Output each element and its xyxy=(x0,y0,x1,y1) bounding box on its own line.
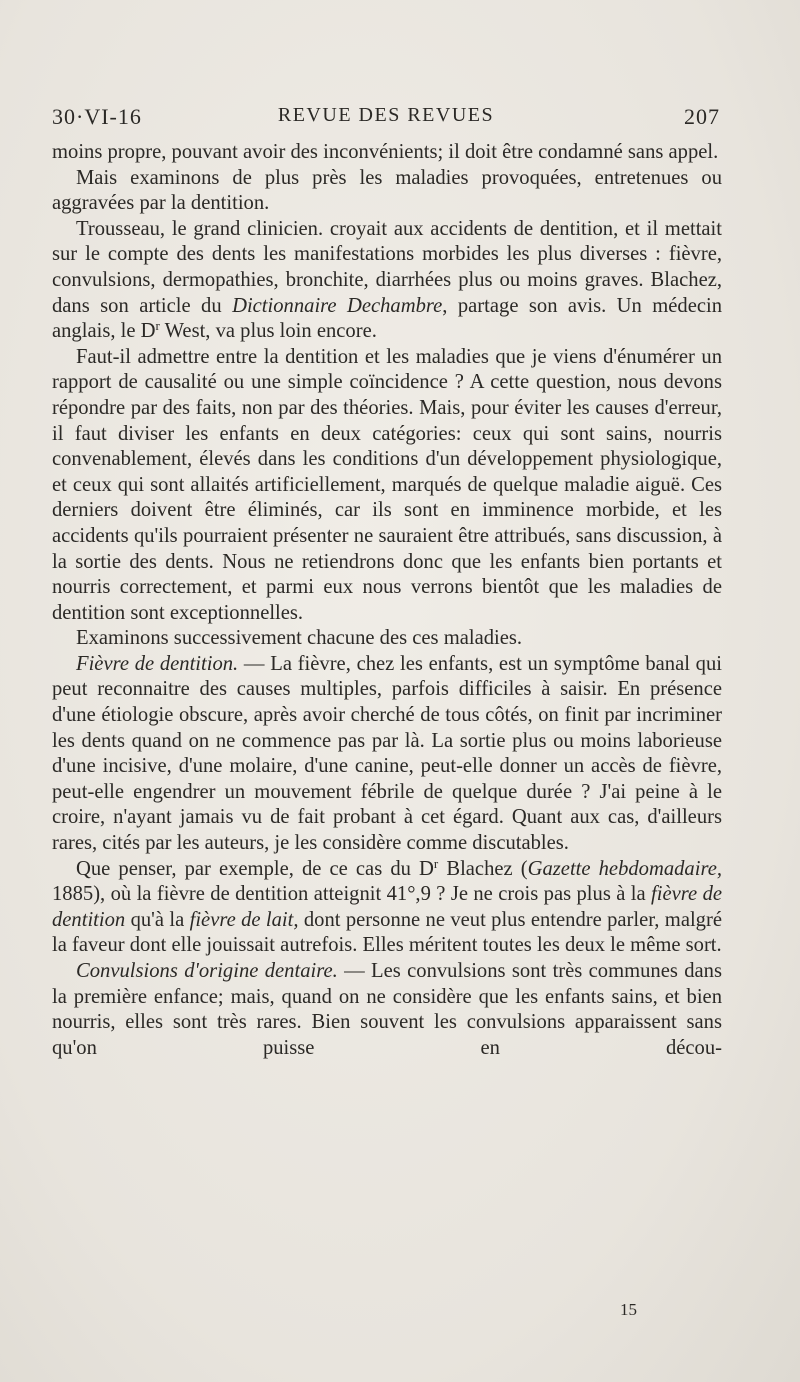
doctor-superscript: r xyxy=(155,318,160,334)
paragraph-7-text-a: Que penser, par exemple, de ce cas du D xyxy=(76,857,434,880)
section-heading-convulsions: Convulsions d'origine dentaire. xyxy=(76,960,338,982)
paragraph-6 xyxy=(52,652,722,857)
dictionnaire-title: Dictionnaire Dechambre xyxy=(232,294,443,317)
paragraph-7-text-e: dont personne ne veut plus entendre parler, malgré la faveur dont elle jouissait autrefois. Elles méritent toutes les deux le même sort. xyxy=(52,908,722,957)
paragraph-8-text: — Les convulsions sont très communes dans la première enfance; mais, quand on ne considère que les enfants sains, et bien nourris, elles sont très rares. Bien souvent les convulsions apparaissent sans qu'on puisse en décou- xyxy=(52,960,722,1059)
running-header xyxy=(52,104,720,134)
paragraph-6-text: — La fièvre, chez les enfants, est un symptôme banal qui peut reconnaitre des causes multiples, parfois difficiles à saisir. En présence d'une étiologie obscure, après avoir cherché de tous côtés, on finit par incriminer les dents quand on ne commence pas par là. La sortie plus ou moins laborieuse d'une incisive, d'une molaire, d'une canine, peut-elle donner un accès de fièvre, peut-elle engendrer un mouvement fébrile de quelque durée ? J'ai peine à le croire, n'ayant jamais vu de fait probant à cet égard. Quant aux cas, d'ailleurs rares, cités par les auteurs, je les considère comme discutables. xyxy=(52,652,722,855)
paragraph-8 xyxy=(52,959,722,1061)
article-body xyxy=(52,140,722,1061)
header-date: 30·VI-16 xyxy=(52,104,142,129)
paragraph-7-text-b: Blachez ( xyxy=(438,857,528,880)
paragraph-3-text-c: West, va plus loin encore. xyxy=(159,320,377,343)
paragraph-7-text-c: 1885), où la fièvre de dentition atteignit 41°,9 ? Je ne crois pas plus à la xyxy=(52,883,652,906)
paragraph-2: Mais examinons de plus près les maladies provoquées, entretenues ou aggravées par la dentition. xyxy=(52,166,722,215)
paragraph-3 xyxy=(52,217,722,345)
fievre-dentition-italic: fièvre de dentition xyxy=(52,883,723,931)
paragraph-5: Examinons successivement chacune des ces maladies. xyxy=(76,627,523,650)
paragraph-1: moins propre, pouvant avoir des inconvénients; il doit être condamné sans appel. xyxy=(52,141,719,163)
paragraph-7-text-d: qu'à la xyxy=(125,908,190,931)
paragraph-3-text-b: , partage son avis. Un médecin anglais, le D xyxy=(52,294,722,343)
paragraph-7 xyxy=(52,857,722,959)
fievre-lait-italic: fièvre de lait, xyxy=(189,908,299,931)
gazette-title: Gazette hebdomadaire, xyxy=(527,857,722,880)
section-heading-fievre: Fièvre de dentition. xyxy=(76,652,239,675)
header-title: REVUE DES REVUES xyxy=(277,104,495,126)
paragraph-4: Faut-il admettre entre la dentition et les maladies que je viens d'énumérer un rapport de causalité ou une simple coïncidence ? A cette question, nous devons répondre par des faits, non par des théories. Mais, pour éviter les causes d'erreur, il faut diviser les enfants en deux catégories: ceux qui sont sains, nourris convenablement, élevés dans les conditions d'un développement physiologique, et ceux qui sont allaités artificiellement, marqués de quelque maladie aiguë. Ces derniers doivent être éliminés, car ils sont en imminence morbide, et les accidents qu'ils pourraient présenter ne sauraient être attribués, sans discussion, à la sortie des dents. Nous ne retiendrons donc que les enfants bien portants et nourris correctement, et parmi eux nous verrons bientôt que les maladies de dentition sont exceptionnelles. xyxy=(52,345,722,624)
doctor-superscript-2: r xyxy=(433,855,439,871)
page-number: 207 xyxy=(684,104,720,129)
signature-mark: 15 xyxy=(620,1300,637,1319)
paragraph-3-text-a: Trousseau, le grand clinicien. croyait aux accidents de dentition, et il mettait sur le compte des dents les manifestations morbides les plus diverses : fièvre, convulsions, dermopathies, bronchite, diarrhées plus ou moins graves. Blachez, dans son article du xyxy=(52,217,722,317)
